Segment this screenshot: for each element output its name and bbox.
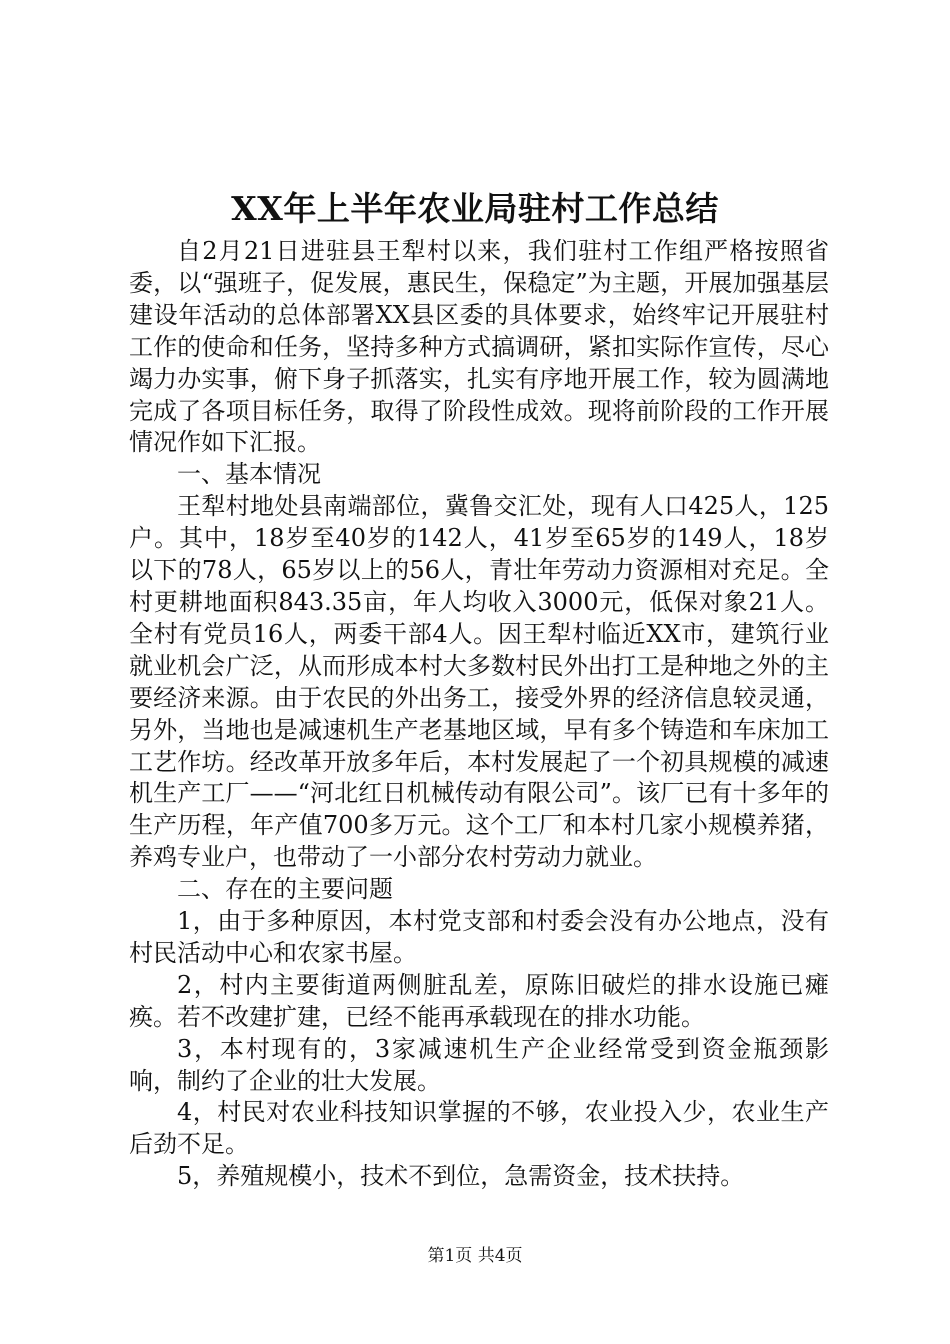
basic-info-paragraph: 王犁村地处县南端部位，冀鲁交汇处，现有人口425人，125户。其中，18岁至40岁的142人，41岁至65岁的149人，18岁以下的78人，65岁以上的56人，青壮年劳动力资源相对充足。全村更耕地面积843.35亩，年人均收入3000元，低保对象21人。全村有党员16人，两委干部4人。因王犁村临近XX市，建筑行业就业机会广泛，从而形成本村大多数村民外出打工是种地之外的主要经济来源。由于农民的外出务工，接受外界的经济信息较灵通，另外，当地也是减速机生产老基地区域，早有多个铸造和车床加工工艺作坊。经改革开放多年后，本村发展起了一个初具规模的减速机生产工厂——“河北红日机械传动有限公司”。该厂已有十多年的生产历程，年产值700多万元。这个工厂和本村几家小规模养猪，养鸡专业户，也带动了一小部分农村劳动力就业。 <box>129 492 829 872</box>
document-title: XX年上半年农业局驻村工作总结 <box>231 189 719 228</box>
page-number-footer: 第1页 共4页 <box>427 1246 523 1266</box>
problem-item: 4，村民对农业科技知识掌握的不够，农业投入少，农业生产后劲不足。 <box>129 1098 829 1159</box>
problem-item: 1，由于多种原因，本村党支部和村委会没有办公地点，没有村民活动中心和农家书屋。 <box>129 907 829 967</box>
problem-item: 5，养殖规模小，技术不到位，急需资金，技术扶持。 <box>177 1162 745 1191</box>
document-body <box>129 236 829 1193</box>
section-heading-problems: 二、存在的主要问题 <box>177 875 393 904</box>
problem-item: 3，本村现有的，3家减速机生产企业经常受到资金瓶颈影响，制约了企业的壮大发展。 <box>129 1034 829 1095</box>
intro-paragraph: 自2月21日进驻县王犁村以来，我们驻村工作组严格按照省委，以“强班子，促发展，惠民生，保稳定”为主题，开展加强基层建设年活动的总体部署XX县区委的具体要求，始终牢记开展驻村工作的使命和任务，坚持多种方式搞调研，紧扣实际作宣传，尽心竭力办实事，俯下身子抓落实，扎实有序地开展工作，较为圆满地完成了各项目标任务，取得了阶段性成效。现将前阶段的工作开展情况作如下汇报。 <box>129 237 829 457</box>
problem-item: 2，村内主要街道两侧脏乱差，原陈旧破烂的排水设施已瘫痪。若不改建扩建，已经不能再承载现在的排水功能。 <box>129 970 829 1031</box>
section-heading-basic-info: 一、基本情况 <box>177 460 321 489</box>
